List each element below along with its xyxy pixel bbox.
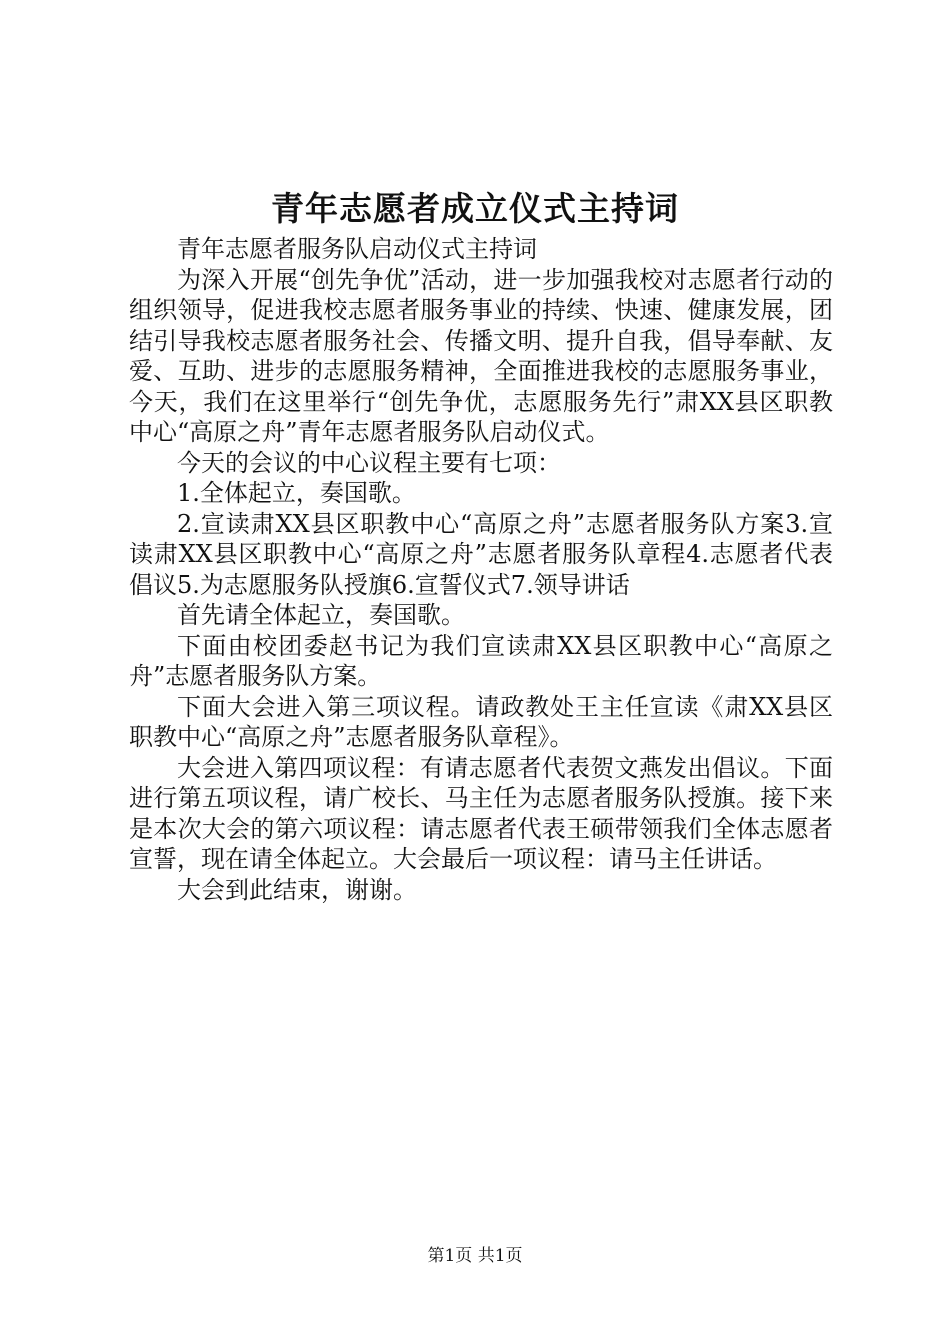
- document-body: [129, 234, 833, 905]
- document-title: 青年志愿者成立仪式主持词: [271, 189, 679, 228]
- paragraph-anthem: 首先请全体起立，奏国歌。: [177, 601, 465, 629]
- paragraph-plan-reading: 下面由校团委赵书记为我们宣读肃XX县区职教中心“高原之舟”志愿者服务队方案。: [129, 631, 833, 690]
- paragraph-agenda-items: 2.宣读肃XX县区职教中心“高原之舟”志愿者服务队方案3.宣读肃XX县区职教中心“高原之舟”志愿者服务队章程4.志愿者代表倡议5.为志愿服务队授旗6.宣誓仪式7.领导讲话: [129, 509, 833, 599]
- paragraph-charter-reading: 下面大会进入第三项议程。请政教处王主任宣读《肃XX县区职教中心“高原之舟”志愿者服务队章程》。: [129, 692, 833, 751]
- paragraph-intro: 为深入开展“创先争优”活动，进一步加强我校对志愿者行动的组织领导，促进我校志愿者服务事业的持续、快速、健康发展，团结引导我校志愿者服务社会、传播文明、提升自我，倡导奉献、友爱、互助、进步的志愿服务精神，全面推进我校的志愿服务事业，今天，我们在这里举行“创先争优，志愿服务先行”肃XX县区职教中心“高原之舟”青年志愿者服务队启动仪式。: [129, 265, 833, 446]
- paragraph-agenda-item-1: 1.全体起立，奏国歌。: [177, 479, 416, 507]
- paragraph-closing: 大会到此结束，谢谢。: [177, 875, 417, 904]
- paragraph-subtitle: 青年志愿者服务队启动仪式主持词: [177, 235, 537, 263]
- paragraph-agenda-heading: 今天的会议的中心议程主要有七项：: [177, 448, 561, 477]
- paragraph-proceedings: 大会进入第四项议程：有请志愿者代表贺文燕发出倡议。下面进行第五项议程，请广校长、马主任为志愿者服务队授旗。接下来是本次大会的第六项议程：请志愿者代表王硕带领我们全体志愿者宣誓，现在请全体起立。大会最后一项议程：请马主任讲话。: [129, 753, 833, 873]
- page-footer: 第1页 共1页: [427, 1246, 523, 1266]
